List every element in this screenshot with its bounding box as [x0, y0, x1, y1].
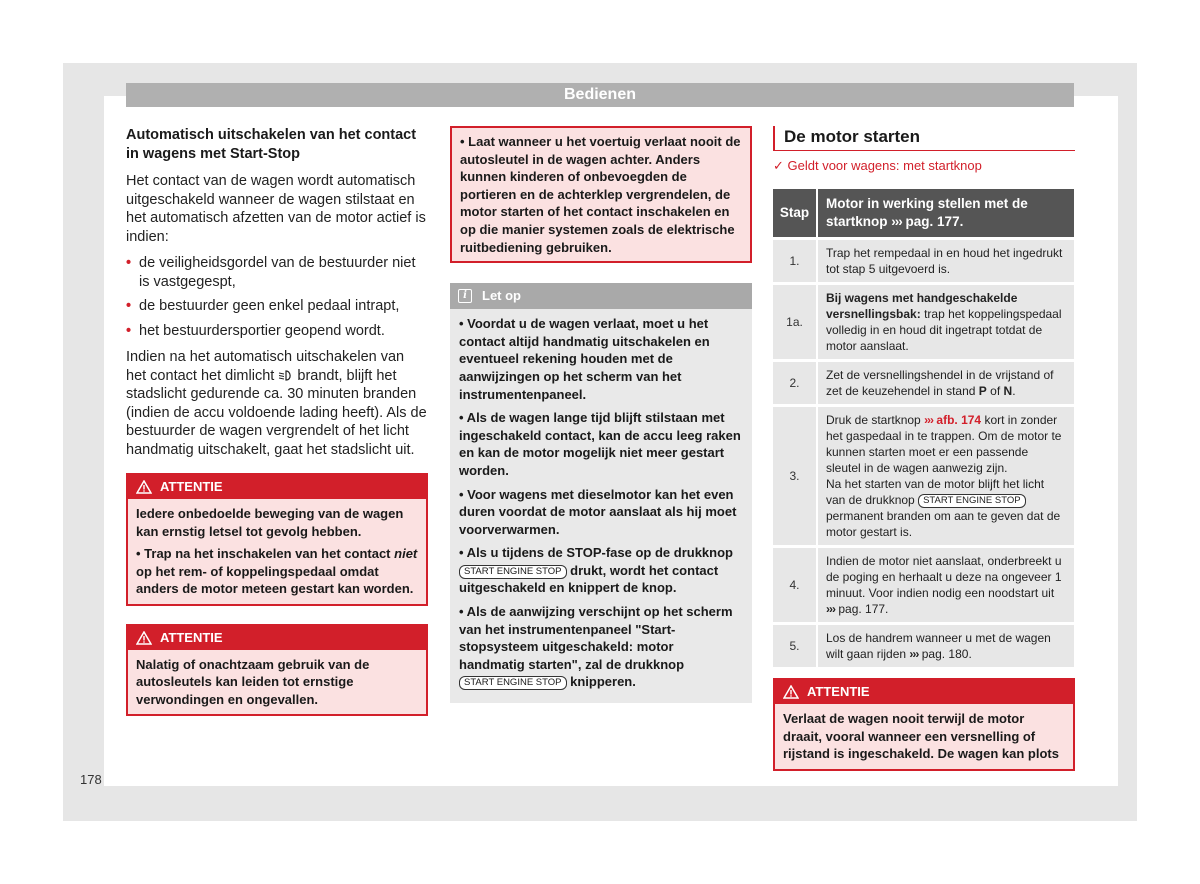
- step-text-a: Indien de motor niet aanslaat, onderbreekt u de poging en herhaalt u deze na ongeveer 1 minuut. Voor indien nodig een noodstart uit: [826, 554, 1062, 600]
- table-row: [773, 407, 1074, 545]
- warning-text: Verlaat de wagen nooit terwijl de motor draait, vooral wanneer een versnelling of rijstand is ingeschakeld. De wagen kan plots: [783, 711, 1059, 761]
- note-text-a: • Als de aanwijzing verschijnt op het scherm van het instrumentenpaneel "Start-stopsysteem uitgeschakeld: motor handmatig starten", zal de drukknop: [459, 604, 733, 672]
- step-text-c: Na het starten van de motor blijft het licht van de drukknop: [826, 477, 1045, 507]
- warning-box-2: [126, 624, 428, 717]
- header-ref[interactable]: pag. 177.: [905, 214, 964, 229]
- warning-title: ATTENTIE: [807, 684, 870, 699]
- step-text-a: Druk de startknop: [826, 413, 921, 427]
- header-action-text: Motor in werking stellen met de startknop: [826, 196, 1028, 229]
- warning-header: [128, 626, 426, 650]
- light-paragraph-a: Indien na het automatisch uitschakelen van het contact het dimlicht: [126, 349, 405, 384]
- intro-paragraph: Het contact van de wagen wordt automatisch uitgeschakeld wanneer de wagen stilstaat en het automatisch afzetten van de motor actief is indien:: [126, 173, 426, 245]
- warning-continuation: • Laat wanneer u het voertuig verlaat nooit de autosleutel in de wagen achter. Anders kunnen kinderen of onbevoegden de portieren en de achterklep vergrendelen, de motor starten of het contact inschakelen en op die manier systemen zoals de elektrische ruitbediening gebruiken.: [450, 126, 752, 263]
- step-number: 5.: [773, 625, 818, 667]
- note-text: [459, 603, 742, 691]
- table-row: [773, 240, 1074, 282]
- column-middle: [450, 126, 752, 703]
- light-paragraph: [126, 348, 428, 459]
- note-text-a: • Als u tijdens de STOP-fase op de drukknop: [459, 545, 733, 561]
- note-text: • Als de wagen lange tijd blijft stilstaan met ingeschakeld contact, kan de accu leeg raken en kan de motor mogelijk niet meer gestart worden.: [459, 410, 741, 478]
- note-text-b: drukt, wordt het contact uitgeschakeld en knippert de knop.: [459, 562, 719, 596]
- step-bold: Bij wagens met handgeschakelde versnellingsbak:: [826, 291, 1018, 321]
- applies-to: ✓ Geldt voor wagens: met startknop: [773, 158, 982, 173]
- step-number: 2.: [773, 362, 818, 404]
- gear-p: P: [978, 384, 987, 398]
- table-row: [773, 548, 1074, 622]
- step-text-d: permanent branden om aan te geven dat de motor gestart is.: [826, 509, 1061, 539]
- warning-emphasis: niet: [394, 546, 418, 561]
- column-header-step: Stap: [773, 189, 818, 237]
- arrow-ref-icon: ›››: [826, 602, 835, 616]
- list-item: • het bestuurdersportier geopend wordt.: [126, 322, 428, 341]
- step-text-of: of: [990, 384, 1001, 398]
- warning-body: [775, 704, 1073, 769]
- warning-box-1: [126, 473, 428, 606]
- warning-triangle-icon: [136, 480, 152, 494]
- column-header-action: [818, 189, 1074, 237]
- gear-n: N: [1003, 384, 1013, 398]
- step-number: 3.: [773, 407, 818, 545]
- warning-text-b: op het rem- of koppelingspedaal omdat anders de motor meteen gestart kan worden.: [136, 563, 414, 596]
- warning-header: [775, 680, 1073, 704]
- warning-title: ATTENTIE: [160, 629, 223, 645]
- column-left: [126, 126, 428, 716]
- start-engine-stop-key: START ENGINE STOP: [918, 494, 1026, 508]
- warning-body: [128, 650, 426, 715]
- light-paragraph-b: brandt, blijft het stadslicht gedurende ca. 30 minuten branden (indien de accu voldoende lading heeft). Als de bestuurder de wagen vergrendelt of het licht handmatig uitschakelt, gaat het stadslicht uit.: [126, 367, 427, 458]
- note-body: [450, 309, 752, 703]
- start-engine-stop-key: START ENGINE STOP: [459, 676, 567, 690]
- warning-text: Nalatig of onachtzaam gebruik van de autosleutels kan leiden tot ernstige verwondingen en ongevallen.: [136, 656, 370, 707]
- page-ref-link[interactable]: pag. 177.: [838, 602, 889, 616]
- step-text-b: kort in zonder het gaspedaal in te trappen. Om de motor te kunnen starten moet er een passende sleutel in de wagen aanwezig zijn.: [826, 413, 1062, 475]
- info-icon: i: [458, 289, 472, 303]
- arrow-ref-icon: ›››: [909, 647, 919, 661]
- step-text: [818, 407, 1074, 545]
- condition-list: [126, 254, 428, 340]
- chapter-header: Bedienen: [126, 83, 1074, 107]
- list-item: • de veiligheidsgordel van de bestuurder niet is vastgegespt,: [126, 254, 428, 291]
- section-title: De motor starten: [773, 126, 1075, 151]
- warning-title: ATTENTIE: [160, 479, 223, 494]
- step-number: 1a.: [773, 285, 818, 359]
- start-engine-stop-key: START ENGINE STOP: [459, 565, 567, 579]
- step-number: 4.: [773, 548, 818, 622]
- warning-text: [136, 545, 418, 598]
- table-row: [773, 285, 1074, 359]
- note-text-b: knipperen.: [570, 674, 636, 690]
- column-right: [773, 126, 1075, 771]
- note-title: Let op: [482, 288, 521, 304]
- step-number: 1.: [773, 240, 818, 282]
- list-item: • de bestuurder geen enkel pedaal intrapt,: [126, 297, 428, 316]
- step-text: [818, 362, 1074, 404]
- page-ref-link[interactable]: pag. 180.: [921, 647, 972, 661]
- step-text: [818, 285, 1074, 359]
- step-text-a: Los de handrem wanneer u met de wagen wilt gaan rijden: [826, 631, 1051, 661]
- note-text: • Voordat u de wagen verlaat, moet u het contact altijd handmatig uitschakelen en eventueel rekening houden met de aanwijzingen op het scherm van het instrumentenpaneel.: [459, 316, 710, 402]
- warning-text: Iedere onbedoelde beweging van de wagen kan ernstig letsel tot gevolg hebben.: [136, 506, 404, 539]
- step-text-end: .: [1012, 384, 1016, 398]
- step-text-a: Zet de versnellingshendel in de vrijstand of zet de keuzehendel in stand: [826, 368, 1054, 398]
- warning-text-a: • Trap na het inschakelen van het contact: [136, 546, 391, 561]
- step-text: [818, 625, 1074, 667]
- note-header: [450, 283, 752, 309]
- arrow-ref-icon: ›››: [891, 214, 902, 229]
- steps-table: [773, 186, 1074, 670]
- figure-ref-link[interactable]: afb. 174: [936, 413, 982, 427]
- step-text: [818, 548, 1074, 622]
- step-text-rest: trap het koppelingspedaal volledig in en houd dit ingetrapt totdat de motor aanslaat.: [826, 307, 1062, 353]
- note-text: [459, 544, 742, 597]
- table-row: [773, 625, 1074, 667]
- table-row: [773, 362, 1074, 404]
- low-beam-icon: [278, 370, 293, 381]
- section-heading: Automatisch uitschakelen van het contact in wagens met Start-Stop: [126, 127, 417, 162]
- page-number: 178: [80, 772, 102, 787]
- arrow-ref-icon: ›››: [924, 413, 934, 427]
- warning-triangle-icon: [783, 685, 799, 699]
- note-box: [450, 283, 752, 703]
- warning-triangle-icon: [136, 631, 152, 645]
- warning-body: [128, 499, 426, 604]
- warning-box-3: [773, 678, 1075, 771]
- table-header-row: [773, 189, 1074, 237]
- step-text: Trap het rempedaal in en houd het ingedrukt tot stap 5 uitgevoerd is.: [818, 240, 1074, 282]
- note-text: • Voor wagens met dieselmotor kan het even duren voordat de motor aanslaat als hij moet voorverwarmen.: [459, 486, 737, 537]
- warning-header: [128, 475, 426, 499]
